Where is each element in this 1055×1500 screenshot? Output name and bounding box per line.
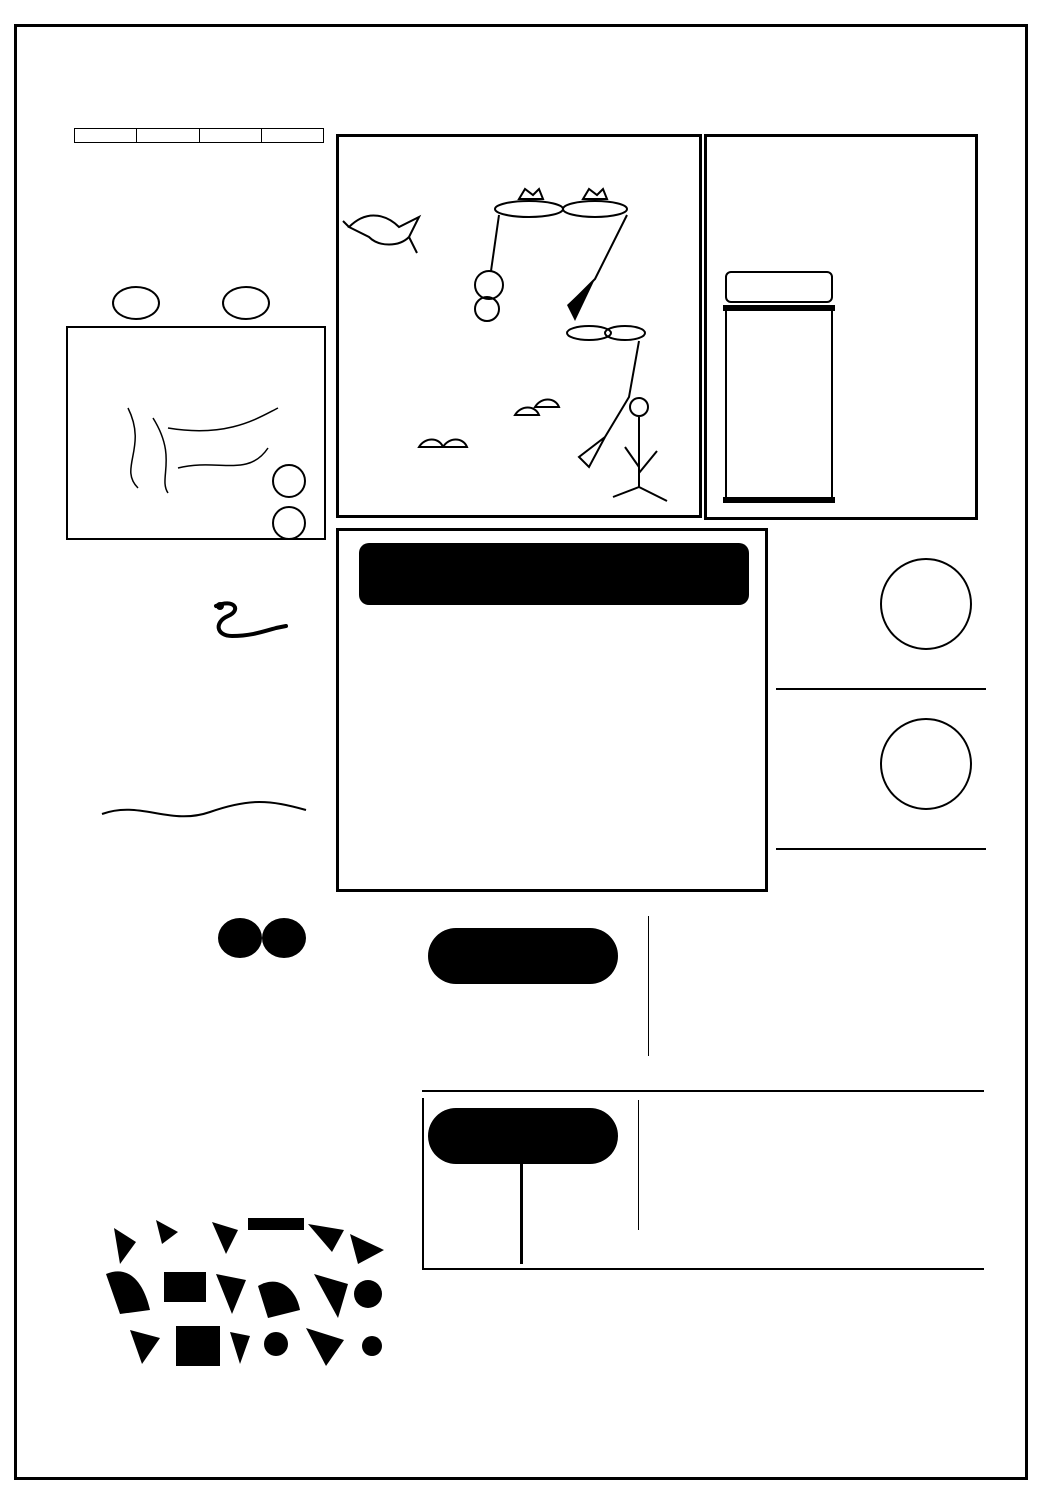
special-open-left-border: [422, 1098, 425, 1268]
computer-number-row: [379, 617, 739, 667]
xuanji-title-badge-1: [218, 918, 262, 958]
total-open-pill: [428, 928, 618, 984]
special-open-pill: [428, 1108, 618, 1164]
special-open-divider: [638, 1100, 640, 1230]
map-label: [725, 271, 833, 303]
contribution-scribble: [100, 790, 310, 830]
special-number-2: [272, 506, 306, 540]
masthead-title: [440, 26, 520, 80]
rank-header: [137, 129, 199, 143]
rank-header: [261, 129, 323, 143]
computer-analysis-panel: [336, 528, 768, 892]
stats-box-1: [776, 530, 986, 680]
rank-table-box: [74, 128, 324, 143]
xuanji-title-badge-2: [262, 918, 306, 958]
scroll-rod-bottom: [723, 497, 835, 503]
rank-table: [74, 128, 324, 143]
rank-header: [199, 129, 261, 143]
riddle-drawing-panel: [336, 134, 702, 518]
stats-1-number: [880, 558, 972, 650]
zodiac-puzzle-image: [100, 1214, 390, 1374]
special-box: [66, 326, 326, 540]
special-open-center-divider: [520, 1164, 524, 1264]
riddle-drawing: [339, 137, 699, 515]
special-scrawl-lines: [108, 388, 288, 498]
special-open-bottom-border: [422, 1268, 984, 1270]
scroll-rod-top: [723, 305, 835, 311]
special-number-1: [272, 464, 306, 498]
cold-hot-number-1: [112, 286, 160, 320]
rank-header: [75, 129, 137, 143]
snake-icon: [206, 596, 290, 644]
section-divider: [422, 1090, 984, 1092]
scroll-image: [725, 309, 833, 499]
computer-title-banner: [359, 543, 749, 605]
issue-number: [340, 42, 350, 60]
stats-2-number: [880, 718, 972, 810]
stats-box-2: [776, 688, 986, 850]
liuhe-xuanji-panel: [704, 134, 978, 520]
cold-hot-number-2: [222, 286, 270, 320]
total-open-divider: [648, 916, 650, 1056]
